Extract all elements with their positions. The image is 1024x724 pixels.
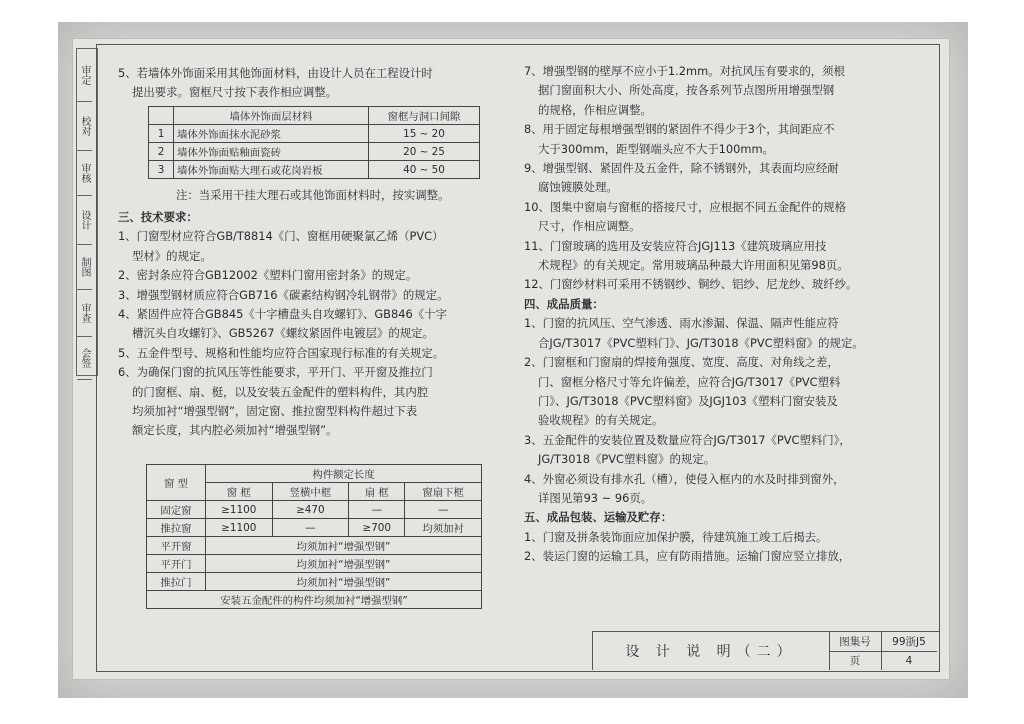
- table2-subheader: 扇 框: [349, 483, 405, 501]
- signature-cell: 会签: [77, 337, 92, 380]
- signature-strip: [76, 48, 98, 376]
- table1-cell: 15 ~ 20: [369, 125, 480, 143]
- text-line: 1、门窗型材应符合GB/T8814《门、窗框用硬聚氯乙烯（PVC）: [118, 229, 444, 244]
- table2-cell: 均须加衬“增强型钢”: [206, 573, 482, 591]
- text-line: 11、门窗玻璃的选用及安装应符合JGJ113《建筑玻璃应用技: [524, 238, 827, 253]
- table2-group-header: 构件额定长度: [206, 465, 482, 483]
- text-line: 尺寸，作相应调整。: [538, 219, 641, 234]
- text-line: 5、五金件型号、规格和性能均应符合国家现行标准的有关规定。: [118, 345, 445, 360]
- text-line: 3、增强型钢材质应符合GB716《碳素结构钢冷轧钢带》的规定。: [118, 287, 449, 302]
- table2-subheader: 竖横中框: [272, 483, 349, 501]
- text-line: JG/T3018《PVC塑料窗》的规定。: [538, 452, 716, 467]
- table1-cell: 3: [149, 161, 174, 179]
- text-line: 6、为确保门窗的抗风压等性能要求，平开门、平开窗及推拉门: [118, 365, 433, 380]
- member-length-table: [146, 464, 482, 609]
- table2-cell: ≥470: [272, 501, 349, 519]
- table2-subheader: 窗 框: [206, 483, 273, 501]
- text-line: 槽沉头自攻螺钉》、GB5267《螺纹紧固件电镀层》的规定。: [132, 326, 434, 341]
- table1-cell: 墙体外饰面贴釉面瓷砖: [174, 143, 369, 161]
- text-line: 2、装运门窗的运输工具，应有防雨措施。运输门窗应竖立排放，: [524, 549, 851, 564]
- left-column: [118, 64, 490, 103]
- signature-cell: 制图: [77, 245, 92, 290]
- table-row: [147, 501, 482, 519]
- table-row: [149, 143, 480, 161]
- text-line: 1、门窗的抗风压、空气渗透、雨水渗漏、保温、隔声性能应符: [524, 316, 839, 331]
- text-line: 门》、JG/T3018《PVC塑料窗》及JGJ103《塑料门窗安装及: [538, 393, 838, 408]
- text-line: 2、门窗框和门窗扇的焊接角强度、宽度、高度、对角线之差，: [524, 355, 839, 370]
- text-line: 12、门窗纱材料可采用不锈钢纱、铜纱、铝纱、尼龙纱、玻纤纱。: [524, 277, 858, 292]
- table2-cell: 固定窗: [147, 501, 206, 519]
- text-line: 7、增强型钢的壁厚不应小于1.2mm。对抗风压有要求的，须根: [524, 64, 845, 78]
- text-line: 1、门窗及拼条装饰面应加保护膜，待建筑施工竣工后揭去。: [524, 529, 828, 544]
- signature-cell: 审核: [77, 151, 92, 196]
- table1-header: 窗框与洞口间隙: [369, 107, 480, 125]
- table-row: [149, 161, 480, 179]
- table2-cell: ≥700: [349, 519, 405, 537]
- text-line: 均须加衬“增强型钢”，固定窗、推拉窗型料构件超过下表: [132, 404, 418, 419]
- text-line: 腐蚀镀膜处理。: [538, 180, 618, 195]
- atlas-number: 99浙J5: [881, 632, 937, 652]
- text-line: 门、窗框分格尺寸等允许偏差，应符合JG/T3017《PVC塑料: [538, 374, 841, 389]
- signature-cell: 设计: [77, 196, 92, 245]
- table1-cell: 20 ~ 25: [369, 143, 480, 161]
- section-heading: 四、成品质量：: [524, 296, 604, 311]
- text-line: 大于300mm，距型钢端头应不大于100mm。: [538, 141, 774, 156]
- text-line: 4、紧固件应符合GB845《十字槽盘头自攻螺钉》、GB846《十字: [118, 307, 447, 322]
- right-column: [524, 62, 924, 567]
- text-line: 10、图集中窗扇与窗框的搭接尺寸，应根据不同五金配件的规格: [524, 199, 847, 214]
- table-row: [147, 537, 482, 555]
- text-line: 据门窗面积大小、所处高度，按各系列节点图所用增强型钢: [538, 83, 835, 98]
- table2-cell: ≥1100: [206, 519, 273, 537]
- table2-cell: —: [405, 501, 482, 519]
- signature-cell: 校对: [77, 102, 92, 151]
- table2-cell: 均须加衬: [405, 519, 482, 537]
- technical-requirements: [118, 208, 490, 441]
- table2-cell: —: [272, 519, 349, 537]
- text-line: 术规程》的有关规定。常用玻璃品种最大许用面积见第98页。: [538, 258, 849, 273]
- table-row: [149, 125, 480, 143]
- table-row: [147, 573, 482, 591]
- text-line: 的规格，作相应调整。: [538, 102, 652, 117]
- table-row: [147, 591, 482, 609]
- table1-cell: 40 ~ 50: [369, 161, 480, 179]
- sheet-title: 设 计 说 明（二）: [593, 632, 830, 670]
- section-heading: 五、成品包装、运输及贮存：: [524, 510, 673, 525]
- page-label: 页: [829, 651, 882, 670]
- table2-cell: 平开窗: [147, 537, 206, 555]
- signature-cell: 审查: [77, 290, 92, 337]
- table2-cell: 推拉窗: [147, 519, 206, 537]
- text-line: 额定长度，其内腔必须加衬“增强型钢”。: [132, 423, 338, 438]
- table1-cell: 墙体外饰面贴大理石或花岗岩板: [174, 161, 369, 179]
- text-line: 3、五金配件的安装位置及数量应符合JG/T3017《PVC塑料门》，: [524, 432, 851, 447]
- table1-cell: 2: [149, 143, 174, 161]
- finish-gap-table: [148, 106, 480, 179]
- text-line: 详图见第93 ~ 96页。: [538, 490, 653, 505]
- table2-cell: 平开门: [147, 555, 206, 573]
- atlas-label: 图集号: [829, 632, 882, 652]
- table1-cell: 1: [149, 125, 174, 143]
- text-line: 提出要求。窗框尺寸按下表作相应调整。: [132, 85, 338, 100]
- text-line: 验收规程》的有关规定。: [538, 413, 664, 428]
- title-block: [592, 631, 939, 670]
- text-line: 4、外窗必须设有排水孔（槽），使侵入框内的水及时排到窗外，: [524, 471, 845, 486]
- section-heading: 三、技术要求：: [118, 210, 198, 224]
- signature-cell: 审定: [77, 49, 92, 102]
- table2-cell: 均须加衬“增强型钢”: [206, 555, 482, 573]
- table2-cell: ≥1100: [206, 501, 273, 519]
- table1-header: [149, 107, 174, 125]
- table2-footer: 安装五金配件的构件均须加衬“增强型钢”: [147, 591, 482, 609]
- table-row: [147, 519, 482, 537]
- table2-cell: 均须加衬“增强型钢”: [206, 537, 482, 555]
- page-number: 4: [905, 654, 913, 667]
- text-line: 5、若墙体外饰面采用其他饰面材料，由设计人员在工程设计时: [118, 66, 433, 80]
- table1-header: 墙体外饰面层材料: [174, 107, 369, 125]
- text-line: 的门窗框、扇、梃，以及安装五金配件的塑料构件，其内腔: [132, 384, 429, 399]
- text-line: 型材》的规定。: [132, 248, 212, 263]
- table2-cell: —: [349, 501, 405, 519]
- text-line: 合JG/T3017《PVC塑料门》、JG/T3018《PVC塑料窗》的规定。: [538, 335, 864, 350]
- table2-subheader: 窗扇下框: [405, 483, 482, 501]
- text-line: 2、密封条应符合GB12002《塑料门窗用密封条》的规定。: [118, 268, 418, 283]
- text-line: 8、用于固定每根增强型钢的紧固件不得少于3个，其间距应不: [524, 122, 835, 137]
- table2-header-type: 窗 型: [147, 465, 206, 501]
- table2-cell: 推拉门: [147, 573, 206, 591]
- table-row: [147, 555, 482, 573]
- table1-cell: 墙体外饰面抹水泥砂浆: [174, 125, 369, 143]
- text-line: 9、增强型钢、紧固件及五金件，除不锈钢外，其表面均应经耐: [524, 161, 839, 176]
- table1-note: 注：当采用干挂大理石或其他饰面材料时，按实调整。: [176, 188, 450, 202]
